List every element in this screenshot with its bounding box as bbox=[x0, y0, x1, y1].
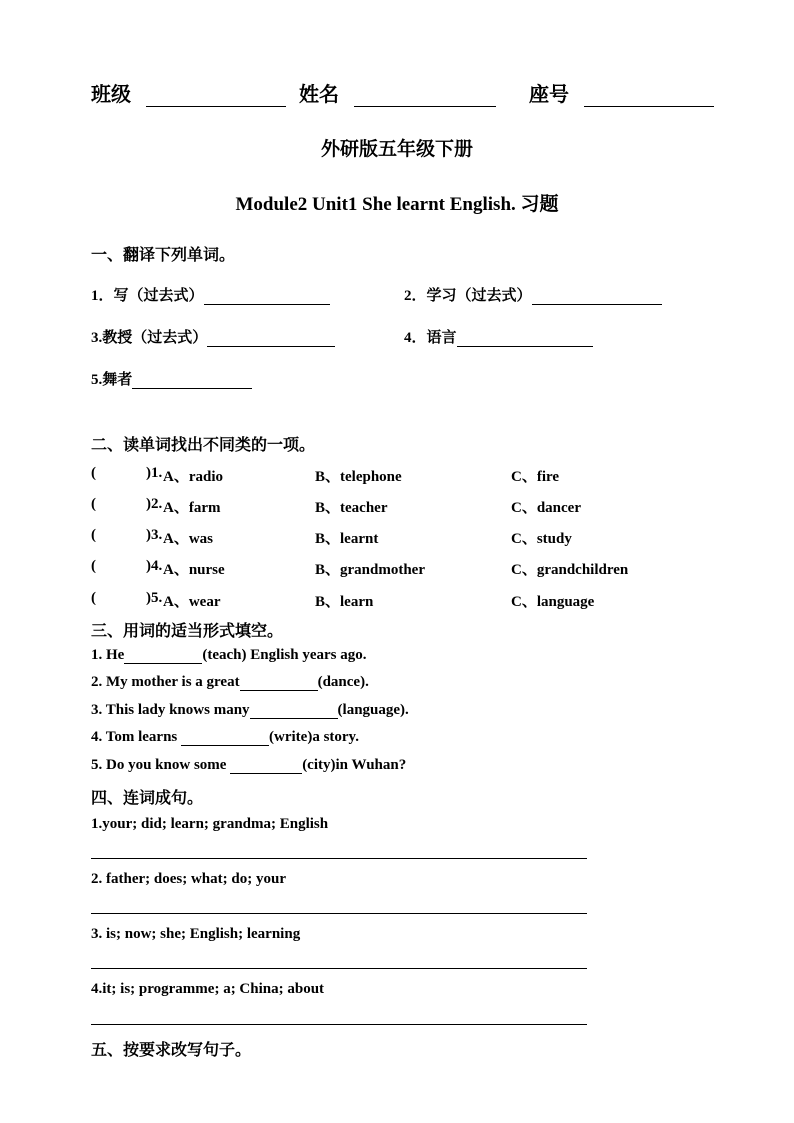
s3-item-2 bbox=[91, 674, 369, 691]
s4-item-2: 2. father; does; what; do; your bbox=[91, 871, 286, 887]
s4-item-1-answer-line[interactable] bbox=[91, 858, 587, 859]
s4-item-4-answer-line[interactable] bbox=[91, 1024, 587, 1025]
s2-row-1-b: B、telephone bbox=[315, 469, 402, 485]
s2-row-1-a: A、radio bbox=[163, 469, 224, 485]
s2-row-2-a: A、farm bbox=[163, 500, 221, 516]
s1-item-1-label: 1．写（过去式） bbox=[91, 288, 204, 304]
s2-row-3-c: C、study bbox=[511, 531, 572, 547]
s2-row-3-b: B、learnt bbox=[315, 531, 379, 547]
section3-heading: 三、用词的适当形式填空。 bbox=[91, 623, 284, 640]
s3-item-5-post: (city)in Wuhan? bbox=[302, 757, 407, 773]
s3-item-1-post: (teach) English years ago. bbox=[202, 647, 367, 663]
s3-item-4-post: (write)a story. bbox=[269, 729, 359, 745]
s1-item-3 bbox=[91, 326, 335, 347]
section2-heading: 二、读单词找出不同类的一项。 bbox=[91, 437, 316, 454]
s2-row-5-paren[interactable]: ( bbox=[91, 590, 96, 606]
s2-row-3-num: )3. bbox=[146, 527, 163, 543]
s2-row-1-paren[interactable]: ( bbox=[91, 465, 96, 481]
s3-item-1-blank[interactable] bbox=[124, 647, 202, 664]
s4-item-3: 3. is; now; she; English; learning bbox=[91, 926, 301, 942]
s2-row-5-num: )5. bbox=[146, 590, 163, 606]
s3-item-3-post: (language). bbox=[337, 702, 409, 718]
s2-row-5-c: C、language bbox=[511, 594, 595, 610]
name-label: 姓名 bbox=[299, 84, 339, 106]
s2-row-4-num: )4. bbox=[146, 558, 163, 574]
s1-item-4 bbox=[404, 326, 593, 347]
s4-item-1: 1.your; did; learn; grandma; English bbox=[91, 816, 329, 832]
s4-item-2-answer-line[interactable] bbox=[91, 913, 587, 914]
s1-item-3-blank[interactable] bbox=[207, 328, 335, 347]
s1-item-2-label: 2．学习（过去式） bbox=[404, 288, 532, 304]
s3-item-1 bbox=[91, 647, 367, 664]
s3-item-3-pre: 3. This lady knows many bbox=[91, 702, 250, 718]
s3-item-5 bbox=[91, 757, 406, 774]
s1-item-2 bbox=[404, 284, 662, 305]
seat-blank[interactable] bbox=[584, 88, 714, 107]
class-blank[interactable] bbox=[146, 88, 286, 107]
s3-item-3-blank[interactable] bbox=[250, 702, 338, 719]
s2-row-1-c: C、fire bbox=[511, 469, 560, 485]
s2-row-5-b: B、learn bbox=[315, 594, 374, 610]
name-blank[interactable] bbox=[354, 88, 496, 107]
s3-item-5-blank[interactable] bbox=[230, 757, 302, 774]
s3-item-2-post: (dance). bbox=[317, 674, 369, 690]
class-label: 班级 bbox=[91, 84, 131, 106]
s2-row-3-paren[interactable]: ( bbox=[91, 527, 96, 543]
s3-item-3 bbox=[91, 702, 409, 719]
s3-item-4-blank[interactable] bbox=[181, 729, 269, 746]
header-row bbox=[91, 78, 714, 107]
s3-item-1-pre: 1. He bbox=[91, 647, 125, 663]
s4-item-3-answer-line[interactable] bbox=[91, 968, 587, 969]
s2-row-1-num: )1. bbox=[146, 465, 163, 481]
section1-heading: 一、翻译下列单词。 bbox=[91, 247, 236, 264]
seat-label: 座号 bbox=[529, 84, 569, 106]
s1-item-5-blank[interactable] bbox=[132, 370, 252, 389]
s2-row-4-paren[interactable]: ( bbox=[91, 558, 96, 574]
s2-row-4-a: A、nurse bbox=[163, 562, 225, 578]
s3-item-2-blank[interactable] bbox=[240, 674, 318, 691]
s2-row-3-a: A、was bbox=[163, 531, 214, 547]
s1-item-4-blank[interactable] bbox=[457, 328, 593, 347]
s4-item-4: 4.it; is; programme; a; China; about bbox=[91, 981, 325, 997]
s3-item-4 bbox=[91, 729, 359, 746]
s2-row-2-num: )2. bbox=[146, 496, 163, 512]
page-subtitle: Module2 Unit1 She learnt English. 习题 bbox=[235, 194, 559, 215]
s1-item-5 bbox=[91, 368, 252, 389]
s2-row-2-paren[interactable]: ( bbox=[91, 496, 96, 512]
s2-row-2-c: C、dancer bbox=[511, 500, 581, 516]
section5-heading: 五、按要求改写句子。 bbox=[91, 1042, 252, 1059]
s1-item-1-blank[interactable] bbox=[204, 286, 330, 305]
s1-item-2-blank[interactable] bbox=[532, 286, 662, 305]
s2-row-4-b: B、grandmother bbox=[315, 562, 425, 578]
s1-item-5-label: 5.舞者 bbox=[91, 372, 133, 388]
s3-item-4-pre: 4. Tom learns bbox=[91, 729, 182, 745]
s1-item-1 bbox=[91, 284, 330, 305]
s2-row-4-c: C、grandchildren bbox=[511, 562, 629, 578]
section4-heading: 四、连词成句。 bbox=[91, 790, 204, 807]
s2-row-2-b: B、teacher bbox=[315, 500, 388, 516]
page-title: 外研版五年级下册 bbox=[320, 139, 473, 160]
s1-item-4-label: 4．语言 bbox=[404, 330, 457, 346]
s3-item-2-pre: 2. My mother is a great bbox=[91, 674, 240, 690]
s2-row-5-a: A、wear bbox=[163, 594, 221, 610]
s3-item-5-pre: 5. Do you know some bbox=[91, 757, 231, 773]
s1-item-3-label: 3.教授（过去式） bbox=[91, 330, 208, 346]
